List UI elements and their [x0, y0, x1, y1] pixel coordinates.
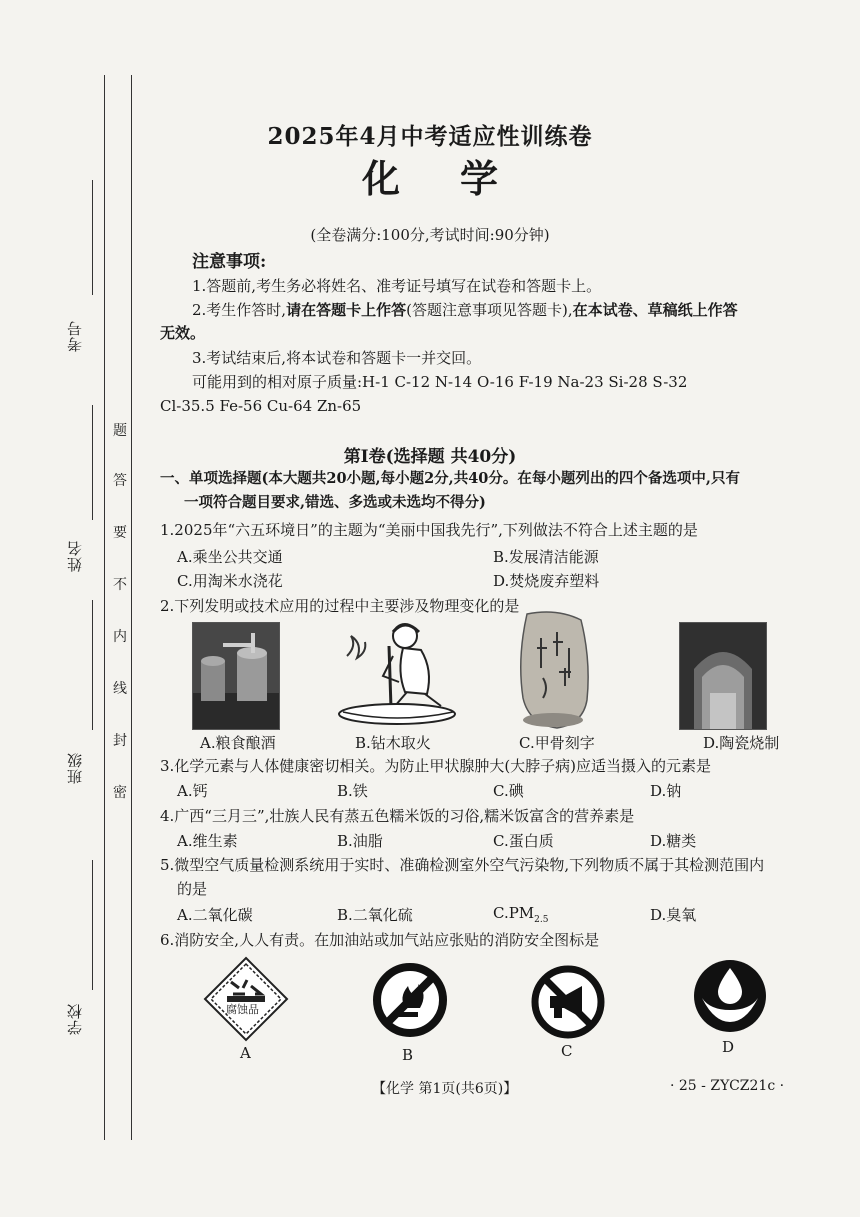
question-1-option-c: C.用淘米水浇花 [177, 572, 283, 590]
note-item-3: 3.考试结束后,将本试卷和答题卡一并交回。 [192, 349, 482, 367]
section-instruction-1: 一、单项选择题(本大题共20小题,每小题2分,共40分。在每小题列出的四个备选项中,只有 [160, 470, 740, 487]
question-6-stem: 6.消防安全,人人有责。在加油站或加气站应张贴的消防安全图标是 [160, 931, 600, 949]
class-line [92, 600, 93, 730]
seal-char: 不 [113, 577, 127, 593]
distillery-photo [192, 622, 280, 730]
question-6-option-c: C [561, 1042, 573, 1060]
exam-title: 2025年4月中考适应性训练卷 [267, 123, 593, 150]
water-drop-icon [692, 958, 768, 1034]
question-5-option-b: B.二氧化硫 [337, 906, 413, 924]
kiln-photo [679, 622, 767, 730]
section-instruction-2: 一项符合题目要求,错选、多选或未选均不得分) [184, 494, 486, 511]
note-item-2-c: (答题注意事项见答题卡), [406, 301, 573, 319]
note-item-2-a: 2.考生作答时, [192, 301, 287, 319]
kiln-icon [680, 623, 766, 729]
note-item-2-d: 在本试卷、草稿纸上作答 [572, 301, 738, 319]
question-2-option-b: B.钻木取火 [355, 734, 431, 752]
atomic-masses-line-2: Cl-35.5 Fe-56 Cu-64 Zn-65 [160, 397, 362, 415]
question-4-option-a: A.维生素 [177, 832, 238, 850]
seal-char: 要 [113, 525, 127, 541]
note-item-2 [192, 300, 738, 321]
question-5-option-c [493, 904, 549, 925]
score-info: (全卷满分:100分,考试时间:90分钟) [310, 226, 550, 244]
question-6-option-d: D [722, 1038, 735, 1056]
page-footer: 【化学 第1页(共6页)】 [372, 1081, 518, 1097]
question-5-option-c-sub: 2.5 [534, 915, 549, 925]
corrosive-icon [203, 956, 289, 1042]
question-1-option-b: B.发展清洁能源 [493, 548, 599, 566]
oracle-bone-photo [513, 608, 593, 730]
note-item-1: 1.答题前,考生务必将姓名、准考证号填写在试卷和答题卡上。 [192, 277, 602, 295]
question-2-option-d: D.陶瓷烧制 [703, 734, 780, 752]
section-title: 第Ⅰ卷(选择题 共40分) [343, 447, 517, 467]
question-3-option-c: C.碘 [493, 782, 524, 800]
paper-code: · 25 - ZYCZ21c · [670, 1078, 785, 1094]
question-4-option-c: C.蛋白质 [493, 832, 554, 850]
class-label: 班级 [66, 752, 84, 784]
name-label: 姓名 [66, 540, 84, 572]
seal-char: 答 [113, 473, 127, 489]
fire-drill-icon [333, 616, 461, 732]
seal-char: 密 [113, 785, 127, 801]
atomic-masses-line-1: 可能用到的相对原子质量:H-1 C-12 N-14 O-16 F-19 Na-23 Si-28 S-32 [192, 373, 688, 391]
question-3-option-a: A.钙 [177, 782, 208, 800]
seal-char: 封 [113, 733, 127, 749]
question-4-option-d: D.糖类 [650, 832, 697, 850]
exam-no-label: 考号 [66, 320, 84, 352]
seal-char: 内 [113, 629, 127, 645]
question-3-option-b: B.铁 [337, 782, 368, 800]
note-item-2-e: 无效。 [160, 324, 206, 342]
question-5-option-a: A.二氧化碳 [177, 906, 253, 924]
question-6-option-a: A [240, 1044, 251, 1062]
question-3-stem: 3.化学元素与人体健康密切相关。为防止甲状腺肿大(大脖子病)应适当摄入的元素是 [160, 757, 712, 775]
fire-drill-illustration [333, 616, 461, 732]
distillery-icon [193, 623, 279, 729]
question-1-option-d: D.焚烧废弃塑料 [493, 572, 600, 590]
question-3-option-d: D.钠 [650, 782, 682, 800]
question-5-option-c-text: C.PM [493, 904, 535, 922]
no-fire-icon [372, 962, 448, 1038]
question-4-option-b: B.油脂 [337, 832, 383, 850]
note-item-2-b: 请在答题卡上作答 [286, 301, 407, 319]
school-label: 学校 [66, 1003, 84, 1035]
no-horn-icon [530, 964, 606, 1040]
question-1-stem: 1.2025年“六五环境日”的主题为“美丽中国我先行”,下列做法不符合上述主题的是 [160, 521, 698, 539]
question-4-stem: 4.广西“三月三”,壮族人民有蒸五色糯米饭的习俗,糯米饭富含的营养素是 [160, 807, 635, 825]
no-horn-sign [530, 964, 606, 1040]
question-6-option-b: B [402, 1046, 414, 1064]
question-5-option-d: D.臭氧 [650, 906, 697, 924]
question-5-stem-1: 5.微型空气质量检测系统用于实时、准确检测室外空气污染物,下列物质不属于其检测范围内 [160, 856, 765, 874]
question-2-option-a: A.粮食酿酒 [200, 734, 276, 752]
question-2-option-c: C.甲骨刻字 [519, 734, 595, 752]
seal-char: 线 [113, 681, 127, 697]
notes-heading: 注意事项: [192, 252, 267, 272]
school-line [92, 860, 93, 990]
subject-title: 化学 [361, 156, 558, 201]
oracle-bone-icon [513, 608, 593, 730]
question-1-option-a: A.乘坐公共交通 [177, 548, 283, 566]
question-5-stem-2: 的是 [177, 880, 208, 898]
corrosive-sign-label: 腐蚀品 [226, 1003, 259, 1016]
corrosive-sign [203, 956, 289, 1042]
seal-char: 题 [113, 423, 127, 439]
question-2-stem: 2.下列发明或技术应用的过程中主要涉及物理变化的是 [160, 597, 520, 615]
water-saving-sign [692, 958, 768, 1034]
no-open-flame-sign [372, 962, 448, 1038]
